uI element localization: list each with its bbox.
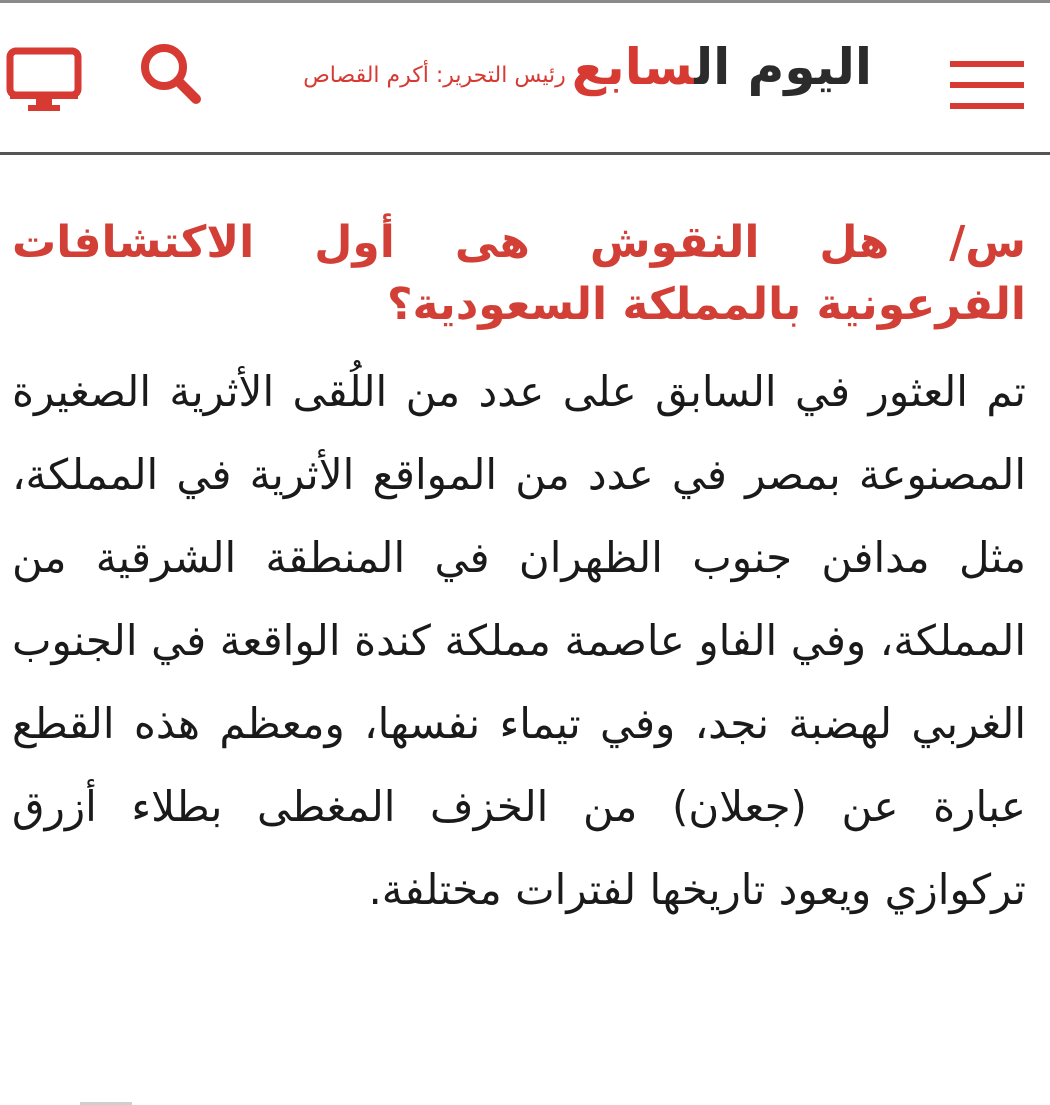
- editor-in-chief-line: رئيس التحرير: أكرم القصاص: [303, 63, 566, 88]
- question-heading: س/ هل النقوش هى أول الاكتشافات الفرعونية بالمملكة السعودية؟: [12, 217, 1026, 330]
- site-logo[interactable]: [572, 31, 872, 103]
- header-divider: [0, 152, 1050, 155]
- answer-paragraph: تم العثور في السابق على عدد من اللُقى الأثرية الصغيرة المصنوعة بمصر في عدد من المواقع الأثرية في المملكة، مثل مدافن جنوب الظهران في المنطقة الشرقية من المملكة، وفي الفاو عاصمة مملكة كندة الواقعة في الجنوب الغربي لهضبة نجد، وفي تيماء نفسها، ومعظم هذه القطع عبارة عن (جعلان) من الخزف المغطى بطلاء أزرق تركوازي ويعود تاريخها لفترات مختلفة.: [12, 367, 1026, 914]
- logo-text-dark: اليوم ال: [694, 38, 872, 96]
- search-icon[interactable]: [138, 41, 202, 105]
- site-brand[interactable]: [250, 31, 872, 103]
- monitor-icon[interactable]: [6, 47, 82, 113]
- site-header: [0, 3, 1050, 153]
- menu-icon[interactable]: [950, 61, 1024, 111]
- article-content: [12, 212, 1026, 931]
- logo-text-accent: سابع: [571, 38, 695, 96]
